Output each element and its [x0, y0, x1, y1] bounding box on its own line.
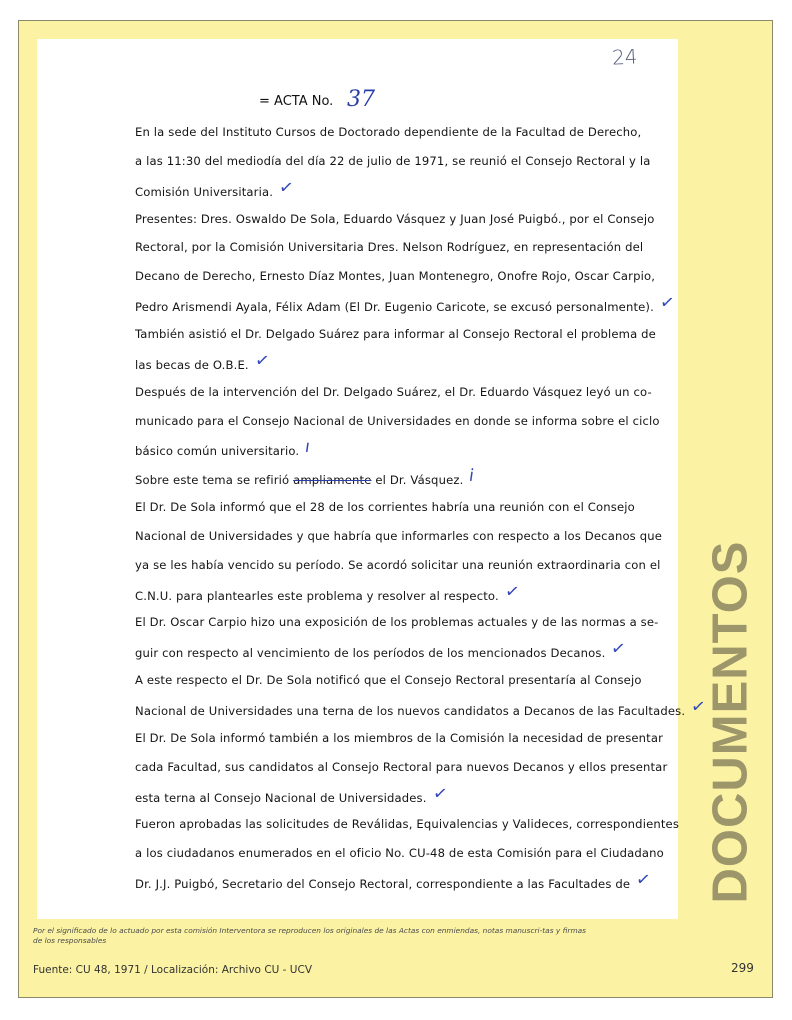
line-text: esta terna al Consejo Nacional de Universidades. [135, 790, 427, 805]
document-line [135, 558, 661, 578]
document-line [135, 760, 667, 780]
handwritten-check-icon: ✓ [658, 292, 676, 315]
document-line [135, 500, 635, 520]
line-text: Nacional de Universidades y que habría que informarles con respecto a los Decanos que [135, 528, 663, 543]
line-text: guir con respecto al vencimiento de los períodos de los mencionados Decanos. [135, 646, 606, 661]
handwritten-page-number: 24 [611, 44, 639, 70]
document-line [135, 638, 628, 664]
handwritten-check-icon: ✓ [277, 176, 295, 199]
document-line [135, 414, 660, 434]
document-line [135, 615, 658, 635]
document-line [135, 385, 652, 405]
document-line [135, 696, 707, 722]
line-text-after: el Dr. Vásquez. [375, 473, 464, 488]
scanned-document [37, 39, 707, 919]
line-text: También asistió el Dr. Delgado Suárez para informar al Consejo Rectoral el problema de [135, 326, 656, 341]
handwritten-check-icon: i [468, 465, 476, 487]
document-line [135, 292, 676, 318]
document-line [135, 154, 651, 174]
document-line [135, 782, 449, 809]
line-text: C.N.U. para plantearles este problema y resolver al respecto. [135, 588, 499, 603]
line-text: Dr. J.J. Puigbó, Secretario del Consejo Rectoral, correspondiente a las Facultades de [135, 877, 631, 892]
document-line [135, 580, 521, 607]
line-text: municado para el Consejo Nacional de Universidades en donde se informa sobre el ciclo [135, 413, 660, 428]
handwritten-check-icon: ✓ [634, 869, 652, 892]
handwritten-check-icon: ✓ [689, 696, 707, 718]
document-line [135, 817, 679, 837]
document-line [135, 869, 652, 895]
document-line [135, 240, 643, 260]
document-line [135, 529, 662, 549]
document-line [135, 731, 663, 751]
line-text: Después de la intervención del Dr. Delgado Suárez, el Dr. Eduardo Vásquez leyó un co- [135, 384, 652, 399]
handwritten-check-icon: ı [303, 437, 312, 458]
document-line [135, 349, 271, 376]
handwritten-check-icon: ✓ [503, 580, 521, 603]
document-line [135, 437, 312, 462]
line-text: Fueron aprobadas las solicitudes de Reválidas, Equivalencias y Valideces, correspondientes [135, 817, 680, 832]
line-text: Pedro Arismendi Ayala, Félix Adam (El Dr. Eugenio Caricote, se excusó personalmente). [135, 300, 654, 315]
page-number: 299 [731, 961, 754, 975]
line-text: A este respecto el Dr. De Sola notificó que el Consejo Rectoral presentaría al Consejo [135, 673, 642, 688]
document-line [135, 269, 655, 289]
struck-word: ampliamente [293, 473, 372, 488]
line-text: El Dr. De Sola informó también a los miembros de la Comisión la necesidad de presentar [135, 730, 664, 745]
side-title: DOCUMENTOS [703, 539, 758, 904]
line-text: El Dr. De Sola informó que el 28 de los corrientes habría una reunión con el Consejo [135, 500, 635, 515]
document-line [135, 327, 656, 347]
line-text: a los ciudadanos enumerados en el oficio No. CU-48 de esta Comisión para el Ciudadano [135, 846, 664, 861]
line-text: El Dr. Oscar Carpio hizo una exposición de los problemas actuales y de las normas a se- [135, 615, 659, 630]
document-line [135, 673, 642, 693]
document-line [135, 212, 654, 232]
line-text: básico común universitario. [135, 444, 300, 459]
line-text: cada Facultad, sus candidatos al Consejo Rectoral para nuevos Decanos y ellos presentar [135, 759, 668, 774]
line-text: En la sede del Instituto Cursos de Doctorado dependiente de la Facultad de Derecho, [135, 125, 642, 139]
line-text: las becas de O.B.E. [135, 357, 249, 372]
side-title-container [703, 524, 758, 919]
page [18, 20, 773, 998]
acta-number: 37 [347, 87, 375, 112]
line-text: Rectoral, por la Comisión Universitaria Dres. Nelson Rodríguez, en representación del [135, 240, 644, 255]
line-text: a las 11:30 del mediodía del día 22 de julio de 1971, se reunió el Consejo Rectoral y la [135, 153, 651, 168]
document-line [135, 125, 641, 145]
line-text: Nacional de Universidades una terna de los nuevos candidatos a Decanos de las Facultades. [135, 704, 686, 718]
line-text: Decano de Derecho, Ernesto Díaz Montes, Juan Montenegro, Onofre Rojo, Oscar Carpio, [135, 269, 656, 284]
line-text: Comisión Universitaria. [135, 184, 274, 199]
document-line [135, 846, 664, 866]
handwritten-check-icon: ✓ [610, 638, 628, 661]
line-text: Presentes: Dres. Oswaldo De Sola, Eduardo Vásquez y Juan José Puigbó., por el Consejo [135, 211, 655, 226]
acta-title: = ACTA No. [259, 94, 334, 109]
source-line: Fuente: CU 48, 1971 / Localización: Archivo CU - UCV [33, 964, 313, 976]
handwritten-check-icon: ✓ [431, 782, 449, 805]
document-line [135, 465, 476, 491]
handwritten-check-icon: ✓ [253, 349, 271, 372]
document-line [135, 176, 295, 203]
line-text: Sobre este tema se refirió [135, 473, 290, 488]
footnote: Por el significado de lo actuado por esta comisión Interventora se reproducen los originales de las Actas con enmiendas, notas manuscri-tas y firmas de los responsables [33, 926, 587, 945]
line-text: ya se les había vencido su período. Se acordó solicitar una reunión extraordinaria con el [135, 557, 661, 572]
